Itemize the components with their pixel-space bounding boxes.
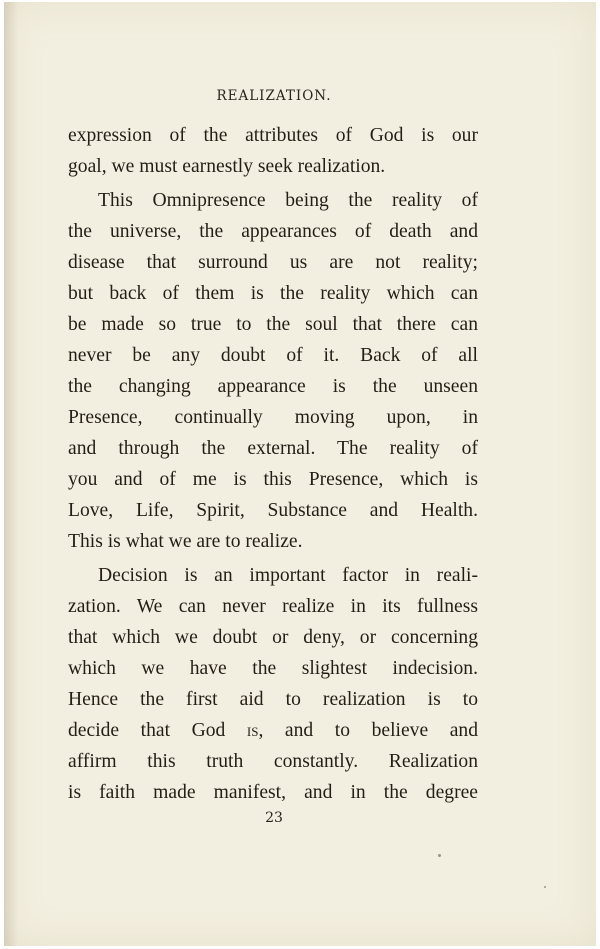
text-line: that which we doubt or deny, or concerning [68, 627, 478, 648]
running-head: REALIZATION. [216, 88, 332, 104]
text-line: expression of the attributes of God is our [68, 125, 478, 146]
text-line: never be any doubt of it. Back of all [68, 345, 478, 366]
paper-speck [438, 854, 441, 857]
paper-speck [544, 886, 546, 888]
text-line: This is what we are to realize. [68, 531, 303, 552]
text-line: is faith made manifest, and in the degree [68, 782, 478, 803]
text-line: Love, Life, Spirit, Substance and Health. [68, 500, 478, 521]
text-line: which we have the slightest indecision. [68, 658, 478, 679]
text-line: This Omnipresence being the reality of [98, 190, 478, 211]
text-line: but back of them is the reality which can [68, 283, 478, 304]
body-text [68, 120, 478, 808]
text-line: Hence the first aid to realization is to [68, 689, 478, 710]
text-line: disease that surround us are not reality; [68, 252, 478, 273]
text-line: you and of me is this Presence, which is [68, 469, 478, 490]
text-line: the changing appearance is the unseen [68, 376, 478, 397]
text-segment: decide that God [68, 720, 226, 741]
text-line: zation. We can never realize in its fullness [68, 596, 478, 617]
small-caps-emphasis: is [246, 720, 259, 740]
text-line: Presence, continually moving upon, in [68, 407, 478, 428]
text-line: affirm this truth constantly. Realization [68, 751, 478, 772]
text-segment: , and to believe and [258, 720, 478, 741]
text-line: be made so true to the soul that there can [68, 314, 478, 335]
text-line: and through the external. The reality of [68, 438, 478, 459]
page-gutter-shadow [4, 2, 18, 946]
text-line: Decision is an important factor in reali- [98, 565, 478, 586]
text-line: goal, we must earnestly seek realization. [68, 156, 386, 177]
book-page [4, 2, 596, 946]
text-line [68, 715, 478, 746]
page-number: 23 [265, 810, 283, 826]
text-line: the universe, the appearances of death and [68, 221, 478, 242]
